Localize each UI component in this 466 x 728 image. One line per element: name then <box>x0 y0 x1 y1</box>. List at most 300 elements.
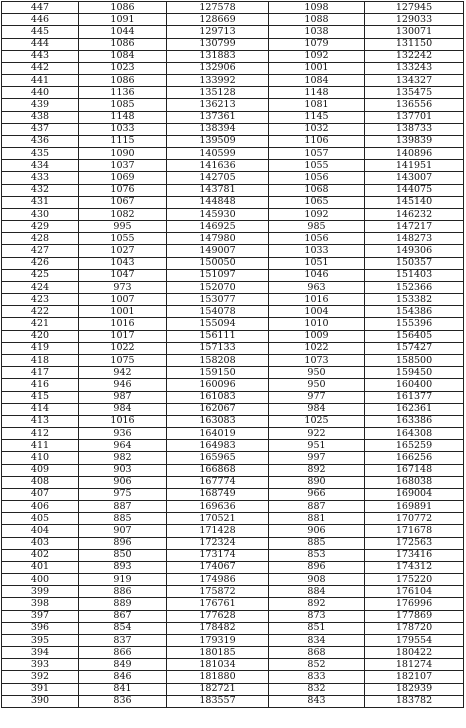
table-row <box>2 622 464 634</box>
cumulative-b-cell: 156405 <box>365 330 464 342</box>
count-b-cell: 1092 <box>269 50 365 62</box>
cumulative-b-cell: 143007 <box>365 172 464 184</box>
cumulative-a-cell: 176761 <box>167 598 269 610</box>
score-cell: 405 <box>2 513 79 525</box>
count-a-cell: 1033 <box>79 123 167 135</box>
count-b-cell: 906 <box>269 525 365 537</box>
table-row <box>2 415 464 427</box>
table-row <box>2 695 464 707</box>
count-a-cell: 946 <box>79 379 167 391</box>
table-row <box>2 2 464 14</box>
count-b-cell: 885 <box>269 537 365 549</box>
table-row <box>2 513 464 525</box>
score-cell: 430 <box>2 208 79 220</box>
count-a-cell: 1086 <box>79 75 167 87</box>
table-row <box>2 586 464 598</box>
score-cell: 427 <box>2 245 79 257</box>
count-b-cell: 1032 <box>269 123 365 135</box>
count-b-cell: 951 <box>269 440 365 452</box>
cumulative-a-cell: 146925 <box>167 221 269 233</box>
cumulative-b-cell: 131150 <box>365 38 464 50</box>
count-b-cell: 997 <box>269 452 365 464</box>
score-cell: 445 <box>2 26 79 38</box>
cumulative-b-cell: 180422 <box>365 647 464 659</box>
table-row <box>2 683 464 695</box>
count-b-cell: 884 <box>269 586 365 598</box>
cumulative-a-cell: 173174 <box>167 549 269 561</box>
cumulative-b-cell: 149306 <box>365 245 464 257</box>
cumulative-b-cell: 182107 <box>365 671 464 683</box>
cumulative-a-cell: 168749 <box>167 488 269 500</box>
cumulative-b-cell: 160400 <box>365 379 464 391</box>
table-row <box>2 574 464 586</box>
count-b-cell: 1145 <box>269 111 365 123</box>
cumulative-a-cell: 151097 <box>167 269 269 281</box>
score-cell: 393 <box>2 659 79 671</box>
score-cell: 399 <box>2 586 79 598</box>
cumulative-a-cell: 135128 <box>167 87 269 99</box>
score-cell: 401 <box>2 561 79 573</box>
cumulative-b-cell: 148273 <box>365 233 464 245</box>
cumulative-a-cell: 149007 <box>167 245 269 257</box>
table-row <box>2 659 464 671</box>
count-a-cell: 1037 <box>79 160 167 172</box>
score-cell: 433 <box>2 172 79 184</box>
count-b-cell: 908 <box>269 574 365 586</box>
cumulative-a-cell: 128669 <box>167 14 269 26</box>
count-a-cell: 1136 <box>79 87 167 99</box>
cumulative-a-cell: 154078 <box>167 306 269 318</box>
cumulative-b-cell: 159450 <box>365 367 464 379</box>
count-a-cell: 1016 <box>79 415 167 427</box>
count-a-cell: 1090 <box>79 148 167 160</box>
score-cell: 418 <box>2 354 79 366</box>
cumulative-a-cell: 144848 <box>167 196 269 208</box>
score-cell: 421 <box>2 318 79 330</box>
cumulative-a-cell: 177628 <box>167 610 269 622</box>
cumulative-a-cell: 150050 <box>167 257 269 269</box>
count-b-cell: 1038 <box>269 26 365 38</box>
score-cell: 408 <box>2 476 79 488</box>
cumulative-a-cell: 164019 <box>167 428 269 440</box>
count-b-cell: 896 <box>269 561 365 573</box>
cumulative-a-cell: 169636 <box>167 501 269 513</box>
table-row <box>2 464 464 476</box>
count-a-cell: 1001 <box>79 306 167 318</box>
cumulative-b-cell: 129033 <box>365 14 464 26</box>
cumulative-b-cell: 151403 <box>365 269 464 281</box>
cumulative-a-cell: 142705 <box>167 172 269 184</box>
count-a-cell: 1016 <box>79 318 167 330</box>
cumulative-a-cell: 181880 <box>167 671 269 683</box>
cumulative-b-cell: 167148 <box>365 464 464 476</box>
score-cell: 413 <box>2 415 79 427</box>
cumulative-b-cell: 162361 <box>365 403 464 415</box>
count-a-cell: 1085 <box>79 99 167 111</box>
cumulative-b-cell: 150357 <box>365 257 464 269</box>
table-row <box>2 342 464 354</box>
table-row <box>2 26 464 38</box>
cumulative-b-cell: 130071 <box>365 26 464 38</box>
score-cell: 409 <box>2 464 79 476</box>
count-b-cell: 1056 <box>269 233 365 245</box>
count-a-cell: 1022 <box>79 342 167 354</box>
table-row <box>2 75 464 87</box>
cumulative-b-cell: 133243 <box>365 62 464 74</box>
table-row <box>2 148 464 160</box>
table-row <box>2 160 464 172</box>
score-cell: 397 <box>2 610 79 622</box>
count-b-cell: 1088 <box>269 14 365 26</box>
cumulative-a-cell: 137361 <box>167 111 269 123</box>
count-a-cell: 987 <box>79 391 167 403</box>
count-a-cell: 836 <box>79 695 167 707</box>
score-cell: 404 <box>2 525 79 537</box>
count-b-cell: 1055 <box>269 160 365 172</box>
cumulative-b-cell: 182939 <box>365 683 464 695</box>
cumulative-a-cell: 170521 <box>167 513 269 525</box>
count-a-cell: 1075 <box>79 354 167 366</box>
score-cell: 407 <box>2 488 79 500</box>
score-cell: 432 <box>2 184 79 196</box>
table-row <box>2 647 464 659</box>
cumulative-b-cell: 138733 <box>365 123 464 135</box>
cumulative-a-cell: 174067 <box>167 561 269 573</box>
score-cell: 411 <box>2 440 79 452</box>
count-a-cell: 1115 <box>79 135 167 147</box>
table-row <box>2 561 464 573</box>
count-a-cell: 942 <box>79 367 167 379</box>
table-row <box>2 87 464 99</box>
cumulative-b-cell: 178720 <box>365 622 464 634</box>
table-row <box>2 671 464 683</box>
score-cell: 420 <box>2 330 79 342</box>
count-b-cell: 1025 <box>269 415 365 427</box>
cumulative-b-cell: 183782 <box>365 695 464 707</box>
count-a-cell: 1007 <box>79 294 167 306</box>
cumulative-b-cell: 145140 <box>365 196 464 208</box>
table-row <box>2 257 464 269</box>
cumulative-a-cell: 140599 <box>167 148 269 160</box>
count-a-cell: 846 <box>79 671 167 683</box>
count-a-cell: 1086 <box>79 2 167 14</box>
table-row <box>2 221 464 233</box>
count-a-cell: 1023 <box>79 62 167 74</box>
cumulative-a-cell: 145930 <box>167 208 269 220</box>
score-cell: 424 <box>2 281 79 293</box>
cumulative-a-cell: 131883 <box>167 50 269 62</box>
score-cell: 447 <box>2 2 79 14</box>
count-a-cell: 1027 <box>79 245 167 257</box>
count-b-cell: 833 <box>269 671 365 683</box>
count-a-cell: 1069 <box>79 172 167 184</box>
count-b-cell: 1081 <box>269 99 365 111</box>
table-row <box>2 62 464 74</box>
count-b-cell: 1004 <box>269 306 365 318</box>
count-a-cell: 885 <box>79 513 167 525</box>
cumulative-b-cell: 144075 <box>365 184 464 196</box>
table-row <box>2 184 464 196</box>
count-a-cell: 889 <box>79 598 167 610</box>
cumulative-a-cell: 132906 <box>167 62 269 74</box>
cumulative-a-cell: 161083 <box>167 391 269 403</box>
cumulative-b-cell: 168038 <box>365 476 464 488</box>
cumulative-a-cell: 172324 <box>167 537 269 549</box>
cumulative-a-cell: 181034 <box>167 659 269 671</box>
score-cell: 440 <box>2 87 79 99</box>
table-row <box>2 99 464 111</box>
count-b-cell: 892 <box>269 464 365 476</box>
count-a-cell: 964 <box>79 440 167 452</box>
cumulative-b-cell: 164308 <box>365 428 464 440</box>
cumulative-b-cell: 137701 <box>365 111 464 123</box>
count-a-cell: 1044 <box>79 26 167 38</box>
table-row <box>2 123 464 135</box>
score-cell: 423 <box>2 294 79 306</box>
count-a-cell: 995 <box>79 221 167 233</box>
score-cell: 428 <box>2 233 79 245</box>
count-a-cell: 867 <box>79 610 167 622</box>
cumulative-b-cell: 169891 <box>365 501 464 513</box>
cumulative-b-cell: 134327 <box>365 75 464 87</box>
count-b-cell: 1065 <box>269 196 365 208</box>
count-b-cell: 843 <box>269 695 365 707</box>
cumulative-b-cell: 176996 <box>365 598 464 610</box>
count-a-cell: 866 <box>79 647 167 659</box>
table-row <box>2 428 464 440</box>
cumulative-b-cell: 153382 <box>365 294 464 306</box>
cumulative-b-cell: 152366 <box>365 281 464 293</box>
cumulative-b-cell: 165259 <box>365 440 464 452</box>
table-row <box>2 233 464 245</box>
count-a-cell: 1091 <box>79 14 167 26</box>
count-a-cell: 896 <box>79 537 167 549</box>
table-row <box>2 379 464 391</box>
cumulative-a-cell: 180185 <box>167 647 269 659</box>
count-b-cell: 1001 <box>269 62 365 74</box>
count-a-cell: 849 <box>79 659 167 671</box>
count-b-cell: 892 <box>269 598 365 610</box>
cumulative-a-cell: 171428 <box>167 525 269 537</box>
count-b-cell: 1068 <box>269 184 365 196</box>
count-b-cell: 890 <box>269 476 365 488</box>
score-cell: 403 <box>2 537 79 549</box>
cumulative-b-cell: 163386 <box>365 415 464 427</box>
cumulative-b-cell: 177869 <box>365 610 464 622</box>
score-cell: 425 <box>2 269 79 281</box>
count-b-cell: 873 <box>269 610 365 622</box>
count-b-cell: 1016 <box>269 294 365 306</box>
score-cell: 426 <box>2 257 79 269</box>
table-row <box>2 318 464 330</box>
cumulative-a-cell: 167774 <box>167 476 269 488</box>
count-a-cell: 1148 <box>79 111 167 123</box>
cumulative-b-cell: 170772 <box>365 513 464 525</box>
count-b-cell: 1051 <box>269 257 365 269</box>
table-row <box>2 269 464 281</box>
cumulative-b-cell: 179554 <box>365 634 464 646</box>
count-b-cell: 1092 <box>269 208 365 220</box>
cumulative-a-cell: 133992 <box>167 75 269 87</box>
cumulative-a-cell: 127578 <box>167 2 269 14</box>
count-a-cell: 887 <box>79 501 167 513</box>
table-row <box>2 14 464 26</box>
count-a-cell: 1076 <box>79 184 167 196</box>
table-row <box>2 525 464 537</box>
count-b-cell: 834 <box>269 634 365 646</box>
cumulative-a-cell: 136213 <box>167 99 269 111</box>
cumulative-a-cell: 147980 <box>167 233 269 245</box>
score-cell: 395 <box>2 634 79 646</box>
table-row <box>2 50 464 62</box>
count-b-cell: 851 <box>269 622 365 634</box>
count-a-cell: 837 <box>79 634 167 646</box>
score-cell: 429 <box>2 221 79 233</box>
cumulative-a-cell: 139509 <box>167 135 269 147</box>
cumulative-a-cell: 175872 <box>167 586 269 598</box>
cumulative-a-cell: 130799 <box>167 38 269 50</box>
cumulative-a-cell: 156111 <box>167 330 269 342</box>
count-b-cell: 1106 <box>269 135 365 147</box>
cumulative-b-cell: 173416 <box>365 549 464 561</box>
cumulative-a-cell: 160096 <box>167 379 269 391</box>
count-b-cell: 1079 <box>269 38 365 50</box>
table-row <box>2 38 464 50</box>
table-row <box>2 598 464 610</box>
cumulative-b-cell: 139839 <box>365 135 464 147</box>
score-cell: 443 <box>2 50 79 62</box>
score-cell: 391 <box>2 683 79 695</box>
count-b-cell: 1010 <box>269 318 365 330</box>
cumulative-b-cell: 147217 <box>365 221 464 233</box>
score-cell: 406 <box>2 501 79 513</box>
count-a-cell: 936 <box>79 428 167 440</box>
cumulative-a-cell: 141636 <box>167 160 269 172</box>
score-cell: 400 <box>2 574 79 586</box>
cumulative-a-cell: 166868 <box>167 464 269 476</box>
table-row <box>2 537 464 549</box>
count-b-cell: 1046 <box>269 269 365 281</box>
count-b-cell: 1033 <box>269 245 365 257</box>
count-a-cell: 893 <box>79 561 167 573</box>
table-row <box>2 172 464 184</box>
count-a-cell: 973 <box>79 281 167 293</box>
count-a-cell: 854 <box>79 622 167 634</box>
count-b-cell: 1009 <box>269 330 365 342</box>
count-b-cell: 966 <box>269 488 365 500</box>
count-b-cell: 1073 <box>269 354 365 366</box>
table-row <box>2 452 464 464</box>
cumulative-b-cell: 161377 <box>365 391 464 403</box>
count-b-cell: 852 <box>269 659 365 671</box>
cumulative-b-cell: 157427 <box>365 342 464 354</box>
score-cell: 422 <box>2 306 79 318</box>
cumulative-a-cell: 165965 <box>167 452 269 464</box>
count-a-cell: 1017 <box>79 330 167 342</box>
count-b-cell: 977 <box>269 391 365 403</box>
count-a-cell: 1067 <box>79 196 167 208</box>
count-a-cell: 1047 <box>79 269 167 281</box>
score-cell: 441 <box>2 75 79 87</box>
count-b-cell: 868 <box>269 647 365 659</box>
score-cell: 437 <box>2 123 79 135</box>
count-a-cell: 982 <box>79 452 167 464</box>
count-a-cell: 907 <box>79 525 167 537</box>
cumulative-b-cell: 154386 <box>365 306 464 318</box>
cumulative-b-cell: 158500 <box>365 354 464 366</box>
score-cell: 431 <box>2 196 79 208</box>
score-cell: 398 <box>2 598 79 610</box>
cumulative-b-cell: 127945 <box>365 2 464 14</box>
cumulative-a-cell: 183557 <box>167 695 269 707</box>
count-b-cell: 1098 <box>269 2 365 14</box>
cumulative-b-cell: 169004 <box>365 488 464 500</box>
cumulative-a-cell: 138394 <box>167 123 269 135</box>
cumulative-a-cell: 155094 <box>167 318 269 330</box>
table-row <box>2 111 464 123</box>
score-cell: 436 <box>2 135 79 147</box>
table-row <box>2 634 464 646</box>
score-cell: 402 <box>2 549 79 561</box>
count-a-cell: 984 <box>79 403 167 415</box>
cumulative-a-cell: 162067 <box>167 403 269 415</box>
count-a-cell: 1084 <box>79 50 167 62</box>
table-row <box>2 135 464 147</box>
table-row <box>2 391 464 403</box>
table-row <box>2 306 464 318</box>
count-b-cell: 1022 <box>269 342 365 354</box>
count-b-cell: 950 <box>269 379 365 391</box>
count-b-cell: 922 <box>269 428 365 440</box>
cumulative-b-cell: 181274 <box>365 659 464 671</box>
score-cell: 392 <box>2 671 79 683</box>
count-b-cell: 881 <box>269 513 365 525</box>
score-cell: 419 <box>2 342 79 354</box>
count-b-cell: 832 <box>269 683 365 695</box>
table-row <box>2 440 464 452</box>
count-b-cell: 853 <box>269 549 365 561</box>
score-cell: 414 <box>2 403 79 415</box>
score-cell: 438 <box>2 111 79 123</box>
count-a-cell: 841 <box>79 683 167 695</box>
cumulative-a-cell: 152070 <box>167 281 269 293</box>
score-cell: 446 <box>2 14 79 26</box>
score-cell: 434 <box>2 160 79 172</box>
table-row <box>2 403 464 415</box>
cumulative-b-cell: 132242 <box>365 50 464 62</box>
score-cell: 442 <box>2 62 79 74</box>
count-a-cell: 1086 <box>79 38 167 50</box>
cumulative-a-cell: 174986 <box>167 574 269 586</box>
count-b-cell: 985 <box>269 221 365 233</box>
cumulative-b-cell: 166256 <box>365 452 464 464</box>
cumulative-a-cell: 163083 <box>167 415 269 427</box>
table-row <box>2 294 464 306</box>
count-a-cell: 1082 <box>79 208 167 220</box>
cumulative-b-cell: 155396 <box>365 318 464 330</box>
score-cell: 444 <box>2 38 79 50</box>
score-cell: 394 <box>2 647 79 659</box>
cumulative-b-cell: 176104 <box>365 586 464 598</box>
cumulative-b-cell: 135475 <box>365 87 464 99</box>
score-table <box>1 1 464 708</box>
score-cell: 390 <box>2 695 79 707</box>
count-b-cell: 1057 <box>269 148 365 160</box>
count-a-cell: 975 <box>79 488 167 500</box>
score-cell: 396 <box>2 622 79 634</box>
count-a-cell: 919 <box>79 574 167 586</box>
table-row <box>2 245 464 257</box>
